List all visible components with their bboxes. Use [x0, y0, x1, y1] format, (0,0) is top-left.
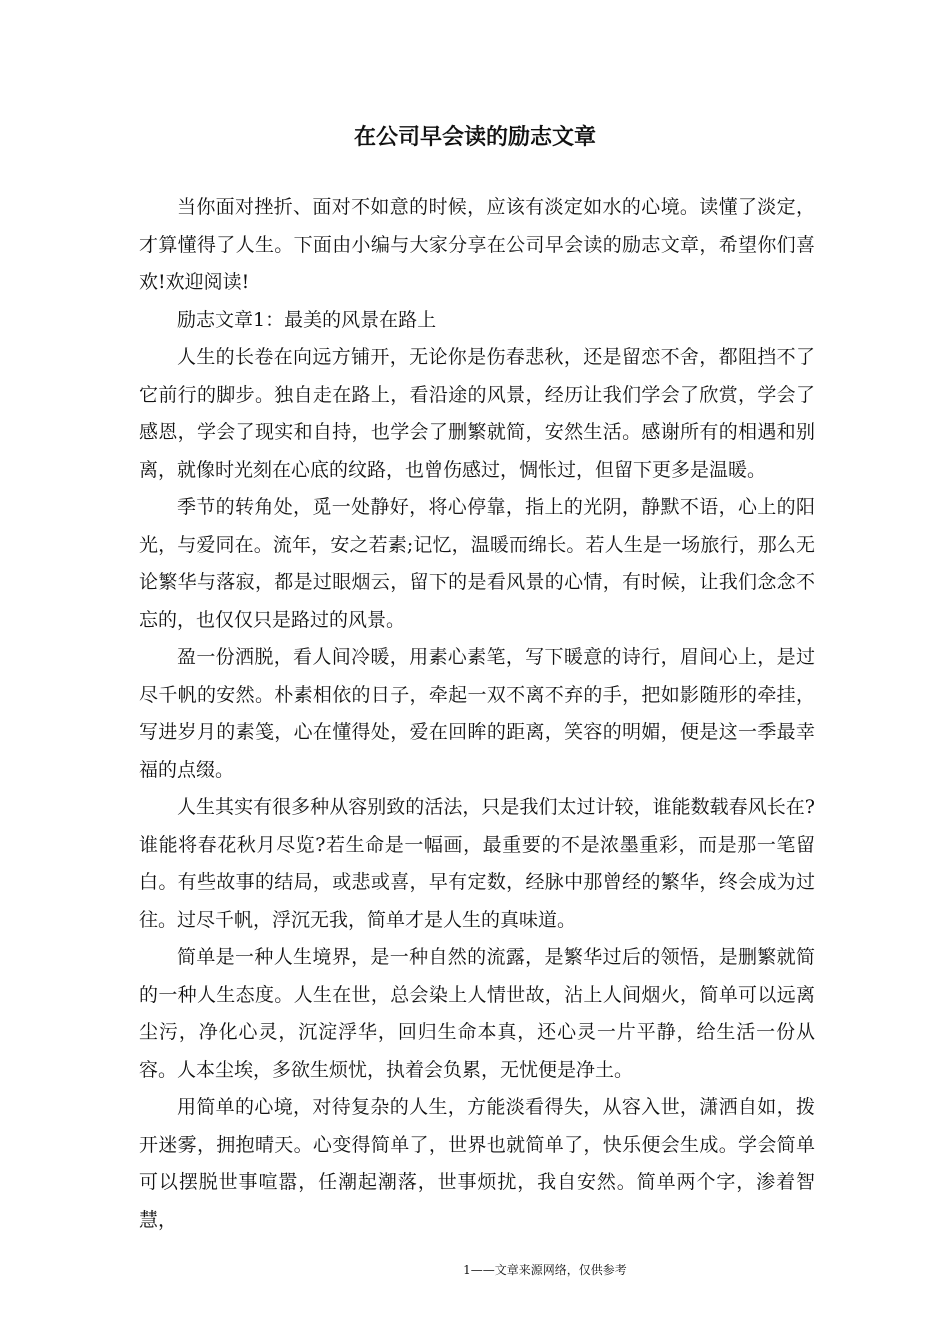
body-paragraph: 盈一份洒脱，看人间冷暖，用素心素笔，写下暖意的诗行，眉间心上，是过尽千帆的安然。朴素相依的日子，牵起一双不离不弃的手，把如影随形的牵挂，写进岁月的素笺，心在懂得处，爱在回眸的距离，笑容的明媚，便是这一季最幸福的点缀。 — [139, 646, 815, 781]
body-paragraph: 简单是一种人生境界，是一种自然的流露，是繁华过后的领悟，是删繁就简的一种人生态度。人生在世，总会染上人情世故，沾上人间烟火，简单可以远离尘污，净化心灵，沉淀浮华，回归生命本真，还心灵一片平静，给生活一份从容。人本尘埃，多欲生烦忧，执着会负累，无忧便是净土。 — [139, 946, 815, 1081]
body-paragraph: 用简单的心境，对待复杂的人生，方能淡看得失，从容入世，潇洒自如，拨开迷雾，拥抱晴天。心变得简单了，世界也就简单了，快乐便会生成。学会简单可以摆脱世事喧嚣，任潮起潮落，世事烦扰，我自安然。简单两个字，渗着智慧， — [139, 1096, 815, 1231]
section-heading: 励志文章1：最美的风景在路上 — [177, 308, 437, 331]
body-paragraph: 人生的长卷在向远方铺开，无论你是伤春悲秋，还是留恋不舍，都阻挡不了它前行的脚步。独自走在路上，看沿途的风景，经历让我们学会了欣赏，学会了感恩，学会了现实和自持，也学会了删繁就简，安然生活。感谢所有的相遇和别离，就像时光刻在心底的纹路，也曾伤感过，惆怅过，但留下更多是温暖。 — [139, 346, 815, 481]
intro-paragraph: 当你面对挫折、面对不如意的时候，应该有淡定如水的心境。读懂了淡定，才算懂得了人生。下面由小编与大家分享在公司早会读的励志文章，希望你们喜欢!欢迎阅读! — [139, 196, 815, 293]
body-paragraph: 季节的转角处，觅一处静好，将心停靠，指上的光阴，静默不语，心上的阳光，与爱同在。流年，安之若素;记忆，温暖而绵长。若人生是一场旅行，那么无论繁华与落寂，都是过眼烟云，留下的是看风景的心情，有时候，让我们念念不忘的，也仅仅只是路过的风景。 — [139, 496, 815, 631]
body-paragraph: 人生其实有很多种从容别致的活法，只是我们太过计较，谁能数载春风长在?谁能将春花秋月尽览?若生命是一幅画，最重要的不是浓墨重彩，而是那一笔留白。有些故事的结局，或悲或喜，早有定数，经脉中那曾经的繁华，终会成为过往。过尽千帆，浮沉无我，简单才是人生的真味道。 — [139, 796, 815, 931]
document-title: 在公司早会读的励志文章 — [353, 125, 596, 150]
document-body — [139, 189, 815, 1239]
page-footer: 1——文章来源网络，仅供参考 — [463, 1263, 627, 1277]
